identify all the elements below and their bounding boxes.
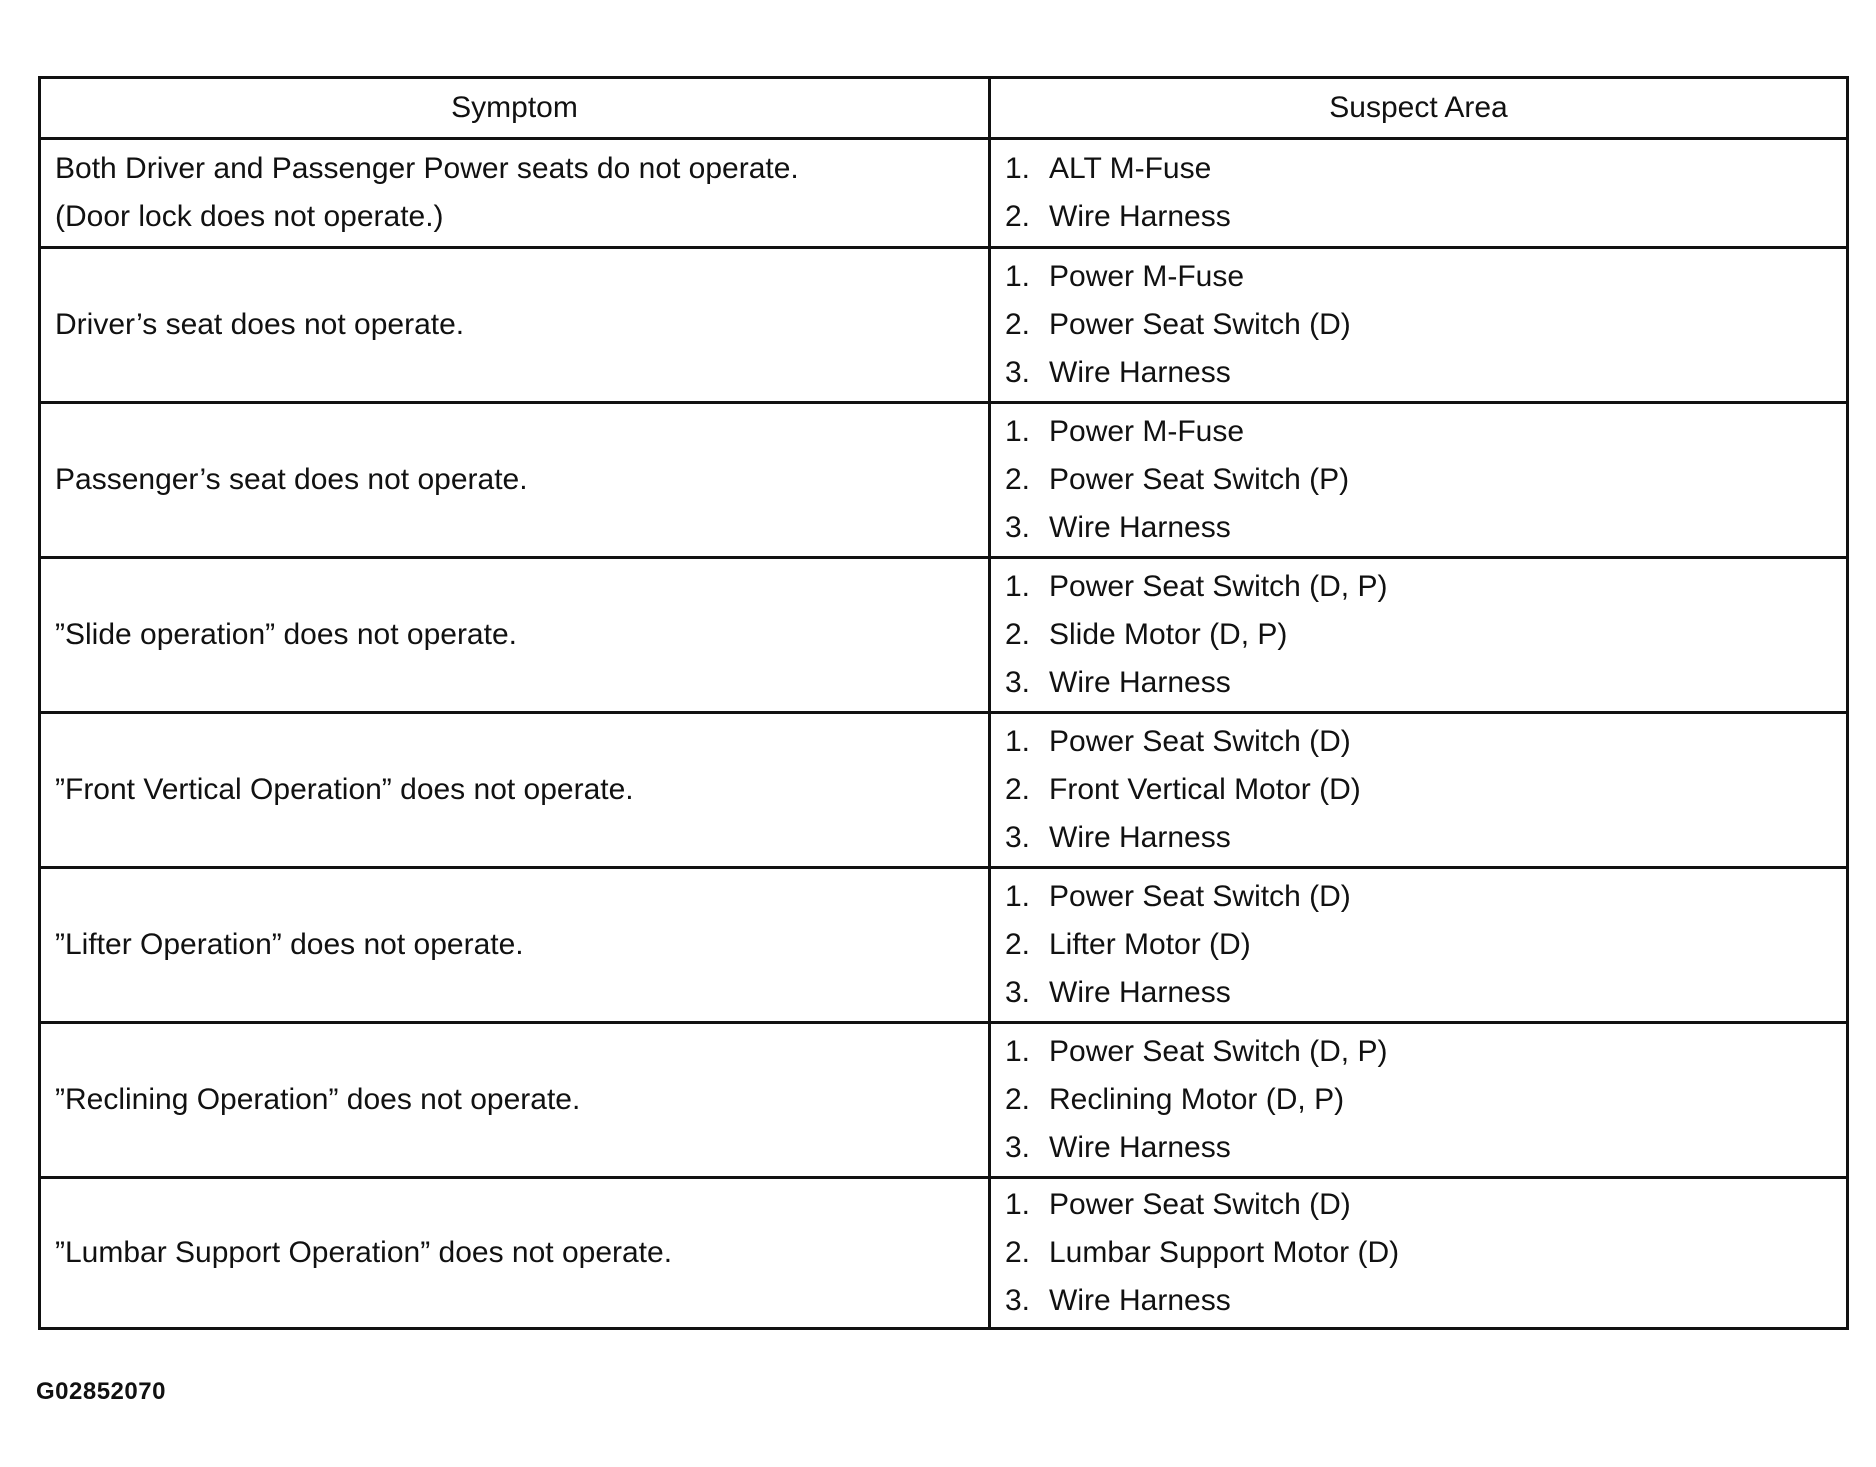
suspect-text: Power Seat Switch (D) bbox=[1049, 308, 1351, 341]
suspect-text: Wire Harness bbox=[1049, 1284, 1231, 1317]
suspect-number: 2. bbox=[1005, 463, 1031, 496]
suspect-item bbox=[1005, 969, 1846, 1017]
suspect-item bbox=[1005, 301, 1846, 349]
suspect-text: ALT M-Fuse bbox=[1049, 152, 1212, 185]
suspect-number: 2. bbox=[1005, 308, 1031, 341]
suspect-item bbox=[1005, 659, 1846, 707]
column-header-symptom: Symptom bbox=[40, 78, 990, 139]
suspect-number: 3. bbox=[1005, 976, 1031, 1009]
suspect-text: Slide Motor (D, P) bbox=[1049, 618, 1288, 651]
symptom-cell bbox=[40, 248, 990, 403]
suspect-number: 3. bbox=[1005, 666, 1031, 699]
suspect-list bbox=[1005, 408, 1846, 552]
suspect-item bbox=[1005, 1181, 1846, 1229]
symptom-cell bbox=[40, 713, 990, 868]
suspect-item bbox=[1005, 1277, 1846, 1325]
suspect-list bbox=[1005, 145, 1846, 241]
symptom-text: Passenger’s seat does not operate. bbox=[55, 463, 528, 496]
symptom-cell bbox=[40, 1178, 990, 1329]
suspect-area-cell bbox=[990, 868, 1848, 1023]
symptom-text: Both Driver and Passenger Power seats do not operate. bbox=[55, 152, 799, 185]
suspect-number: 2. bbox=[1005, 928, 1031, 961]
suspect-number: 1. bbox=[1005, 1188, 1031, 1221]
suspect-number: 3. bbox=[1005, 821, 1031, 854]
suspect-item bbox=[1005, 253, 1846, 301]
suspect-number: 1. bbox=[1005, 1035, 1031, 1068]
symptom-cell bbox=[40, 139, 990, 248]
suspect-item bbox=[1005, 766, 1846, 814]
suspect-number: 1. bbox=[1005, 880, 1031, 913]
symptom-text: ”Slide operation” does not operate. bbox=[55, 618, 517, 651]
suspect-item bbox=[1005, 408, 1846, 456]
suspect-text: Power Seat Switch (D, P) bbox=[1049, 1035, 1388, 1068]
suspect-text: Lumbar Support Motor (D) bbox=[1049, 1236, 1400, 1269]
suspect-item bbox=[1005, 1076, 1846, 1124]
suspect-item bbox=[1005, 349, 1846, 397]
suspect-text: Power M-Fuse bbox=[1049, 260, 1245, 293]
suspect-area-cell bbox=[990, 1023, 1848, 1178]
suspect-text: Power Seat Switch (D) bbox=[1049, 1188, 1351, 1221]
suspect-list bbox=[1005, 1028, 1846, 1172]
suspect-number: 2. bbox=[1005, 773, 1031, 806]
symptom-text: (Door lock does not operate.) bbox=[55, 200, 444, 233]
suspect-item bbox=[1005, 193, 1846, 241]
suspect-number: 1. bbox=[1005, 725, 1031, 758]
symptom-cell bbox=[40, 1023, 990, 1178]
suspect-text: Wire Harness bbox=[1049, 511, 1231, 544]
suspect-number: 2. bbox=[1005, 1083, 1031, 1116]
suspect-area-cell bbox=[990, 403, 1848, 558]
table-row bbox=[40, 139, 1848, 248]
suspect-list bbox=[1005, 718, 1846, 862]
suspect-item bbox=[1005, 145, 1846, 193]
suspect-number: 1. bbox=[1005, 570, 1031, 603]
symptom-text: ”Reclining Operation” does not operate. bbox=[55, 1083, 581, 1116]
suspect-text: Wire Harness bbox=[1049, 200, 1231, 233]
suspect-text: Wire Harness bbox=[1049, 976, 1231, 1009]
suspect-text: Power Seat Switch (P) bbox=[1049, 463, 1350, 496]
suspect-text: Wire Harness bbox=[1049, 1131, 1231, 1164]
suspect-number: 1. bbox=[1005, 415, 1031, 448]
suspect-item bbox=[1005, 873, 1846, 921]
suspect-text: Lifter Motor (D) bbox=[1049, 928, 1251, 961]
table-row bbox=[40, 248, 1848, 403]
suspect-item bbox=[1005, 611, 1846, 659]
suspect-item bbox=[1005, 814, 1846, 862]
suspect-item bbox=[1005, 921, 1846, 969]
suspect-item bbox=[1005, 1028, 1846, 1076]
suspect-list bbox=[1005, 253, 1846, 397]
suspect-number: 3. bbox=[1005, 511, 1031, 544]
suspect-text: Reclining Motor (D, P) bbox=[1049, 1083, 1345, 1116]
suspect-text: Front Vertical Motor (D) bbox=[1049, 773, 1361, 806]
table-row bbox=[40, 1023, 1848, 1178]
suspect-area-cell bbox=[990, 558, 1848, 713]
suspect-list bbox=[1005, 1181, 1846, 1325]
suspect-text: Power Seat Switch (D) bbox=[1049, 880, 1351, 913]
suspect-area-cell bbox=[990, 713, 1848, 868]
suspect-number: 2. bbox=[1005, 200, 1031, 233]
table-row bbox=[40, 1178, 1848, 1329]
symptom-cell bbox=[40, 558, 990, 713]
symptom-text: ”Lumbar Support Operation” does not operate. bbox=[55, 1236, 673, 1269]
suspect-text: Wire Harness bbox=[1049, 666, 1231, 699]
suspect-number: 1. bbox=[1005, 260, 1031, 293]
suspect-number: 3. bbox=[1005, 1131, 1031, 1164]
suspect-text: Wire Harness bbox=[1049, 821, 1231, 854]
suspect-text: Power Seat Switch (D) bbox=[1049, 725, 1351, 758]
column-header-suspect-area: Suspect Area bbox=[990, 78, 1848, 139]
suspect-text: Power M-Fuse bbox=[1049, 415, 1245, 448]
suspect-item bbox=[1005, 718, 1846, 766]
figure-id: G02852070 bbox=[36, 1378, 166, 1405]
suspect-item bbox=[1005, 563, 1846, 611]
suspect-number: 3. bbox=[1005, 1284, 1031, 1317]
symptom-text: ”Lifter Operation” does not operate. bbox=[55, 928, 524, 961]
symptom-text: Driver’s seat does not operate. bbox=[55, 308, 465, 341]
symptom-cell bbox=[40, 403, 990, 558]
suspect-number: 3. bbox=[1005, 356, 1031, 389]
suspect-list bbox=[1005, 563, 1846, 707]
suspect-area-cell bbox=[990, 1178, 1848, 1329]
suspect-number: 2. bbox=[1005, 618, 1031, 651]
symptom-cell bbox=[40, 868, 990, 1023]
suspect-text: Wire Harness bbox=[1049, 356, 1231, 389]
suspect-text: Power Seat Switch (D, P) bbox=[1049, 570, 1388, 603]
suspect-area-cell bbox=[990, 248, 1848, 403]
suspect-list bbox=[1005, 873, 1846, 1017]
table-row bbox=[40, 713, 1848, 868]
suspect-item bbox=[1005, 456, 1846, 504]
suspect-number: 2. bbox=[1005, 1236, 1031, 1269]
table-body bbox=[40, 139, 1848, 1329]
symptom-text: ”Front Vertical Operation” does not operate. bbox=[55, 773, 634, 806]
table-header-row bbox=[40, 78, 1848, 139]
suspect-item bbox=[1005, 1229, 1846, 1277]
suspect-item bbox=[1005, 1124, 1846, 1172]
suspect-area-cell bbox=[990, 139, 1848, 248]
troubleshooting-table bbox=[38, 76, 1849, 1330]
suspect-number: 1. bbox=[1005, 152, 1031, 185]
table-row bbox=[40, 868, 1848, 1023]
suspect-item bbox=[1005, 504, 1846, 552]
table-row bbox=[40, 403, 1848, 558]
table-row bbox=[40, 558, 1848, 713]
